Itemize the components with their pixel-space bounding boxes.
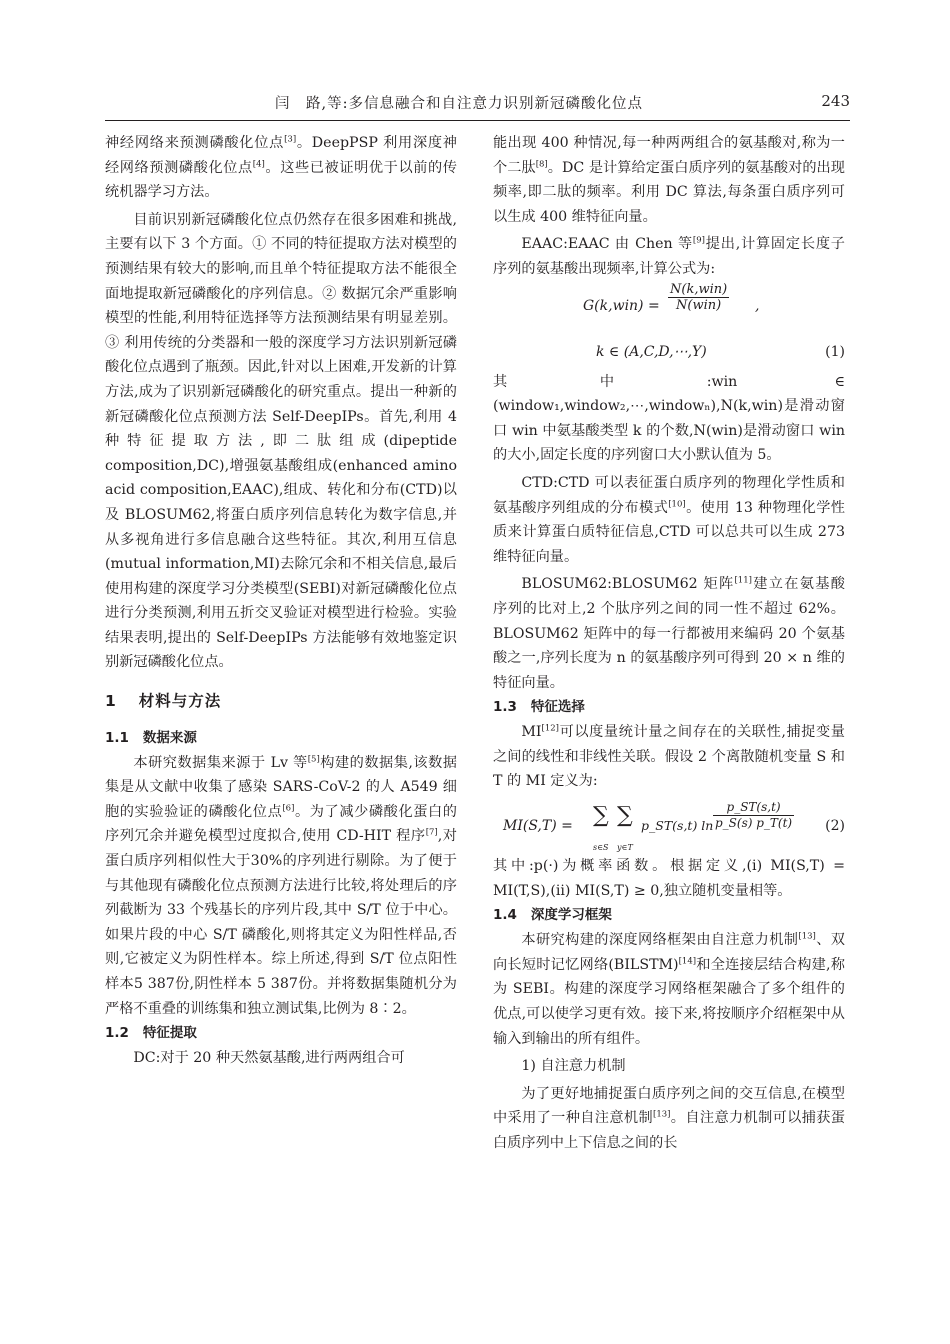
citation[interactable]: [9] (692, 235, 705, 246)
subsection-heading: 1.2 特征提取 (105, 1025, 197, 1042)
citation[interactable]: [10] (668, 498, 686, 509)
subsection-heading: 1.4 深度学习框架 (493, 907, 612, 924)
equation-domain: k ∈ (A,C,D,⋯,Y) (596, 343, 707, 360)
paragraph: 其中:p(·)为概率函数。根据定义,(i) MI(S,T) = MI(T,S),(ii) MI(S,T) ≥ 0,独立随机变量相等。 (493, 858, 845, 899)
citation[interactable]: [7] (425, 827, 438, 838)
equation-2 (493, 794, 845, 854)
citation[interactable]: [13] (798, 931, 816, 942)
paragraph: 目前识别新冠磷酸化位点仍然存在很多困难和挑战,主要有以下 3 个方面。① 不同的特征提取方法对模型的预测结果有较大的影响,而且单个特征提取方法不能很全面地提取新冠磷酸化的序列信息。② 数据冗余严重影响模型的性能,利用特征选择等方法预测结果有明显差别。③ 利用传统的分类器和一般的深度学习方法识别新冠磷酸化位点遇到了瓶颈。因此,针对以上困难,开发新的计算方法,成为了识别新冠磷酸化的研究重点。提出一种新的新冠磷酸化位点预测方法 Self-DeepIPs。首先,利用 4 种特征提取方法,即二肽组成(dipeptide composition,DC),增强氨基酸组成(enhanced amino acid composition,EAAC),组成、转化和分布(CTD)以及 BLOSUM62,将蛋白质序列信息转化为数字信息,并从多视角进行多信息融合这些特征。其次,利用互信息(mutual information,MI)去除冗余和不相关信息,最后使用构建的深度学习分类模型(SEBI)对新冠磷酸化位点进行分类预测,利用五折交叉验证对模型进行检验。实验结果表明,提出的 Self-DeepIPs 方法能够有效地鉴定识别新冠磷酸化位点。 (105, 211, 457, 671)
citation[interactable]: [5] (307, 753, 320, 764)
fraction-numerator: N(k,win) (670, 281, 728, 297)
citation[interactable]: [8] (535, 158, 548, 169)
equation-term: p_ST(s,t) ln (641, 818, 714, 834)
equation-fraction (668, 282, 729, 313)
summation-index: y∈T (617, 843, 633, 853)
subsection-heading: 1.3 特征选择 (493, 699, 585, 716)
fraction-denominator: p_S(s) p_T(t) (715, 816, 793, 831)
fraction-numerator: p_ST(s,t) (713, 800, 794, 816)
page-number: 243 (821, 92, 850, 110)
running-title: 闫 路,等:多信息融合和自注意力识别新冠磷酸化位点 (275, 96, 643, 112)
equation-1: G(k,win) = N(k,win) N(win) , (493, 282, 845, 336)
sub-subsection-heading: 1) 自注意力机制 (521, 1058, 626, 1075)
citation[interactable]: [3] (284, 134, 297, 145)
running-header (105, 92, 850, 118)
paragraph: 本研究数据集来源于 Lv 等[5]构建的数据集,该数据集是从文献中收集了感染 SARS-CoV-2 的人 A549 细胞的实验验证的磷酸化位点[6]。为了减少磷酸化蛋白的序列冗余并避免模型过度拟合,使用 CD-HIT 程序[7],对蛋白质序列相似性大于30%的序列进行剔除。为了便于与其他现有磷酸化位点预测方法进行比较,将处理后的序列截断为 33 个残基长的序列片段,其中 S/T 位于中心。如果片段的中心 S/T 磷酸化,则将其定义为阳性样品,否则,它被定义为阴性样本。综上所述,得到 S/T 位点阳性样本5 387份,阴性样本 5 387份。并将数据集随机分为严格不重叠的训练集和独立测试集,比例为 8∶2。 (105, 753, 457, 1017)
equation-fraction (713, 800, 794, 831)
paragraph: 能出现 400 种情况,每一种两两组合的氨基酸对,称为一个二肽[8]。DC 是计算给定蛋白质序列的氨基酸对的出现频率,即二肽的频率。利用 DC 算法,每条蛋白质序列可以生成 400 维特征向量。 (493, 135, 845, 225)
section-heading: 1 材料与方法 (105, 692, 222, 711)
citation[interactable]: [13] (653, 1109, 671, 1120)
citation[interactable]: [4] (252, 158, 265, 169)
subsection-heading: 1.1 数据来源 (105, 729, 197, 746)
paragraph: 其中:win ∈ (window₁,window₂,⋯,windowₙ),N(k,win)是滑动窗口 win 中氨基酸类型 k 的个数,N(win)是滑动窗口 win 的大小,固定长度的序列窗口大小默认值为 5。 (493, 373, 845, 464)
left-column (105, 131, 457, 1071)
summation-index: s∈S (593, 843, 609, 853)
summation-symbol: ∑ (593, 803, 609, 829)
citation[interactable]: [12] (541, 723, 559, 734)
citation[interactable]: [11] (734, 575, 752, 586)
equation-1-line2 (493, 336, 845, 370)
paragraph: EAAC:EAAC 由 Chen 等[9]提出,计算固定长度子序列的氨基酸出现频率,计算公式为: (493, 235, 845, 277)
fraction-denominator: N(win) (676, 297, 722, 313)
header-divider (105, 120, 850, 121)
right-column (493, 131, 845, 1156)
paragraph: 本研究构建的深度网络框架由自注意力机制[13]、双向长短时记忆网络(BILSTM)[14]和全连接层结合构建,称为 SEBI。构建的深度学习网络框架融合了多个组件的优点,可以使学习更有效。接下来,将按顺序介绍框架中从输入到输出的所有组件。 (493, 931, 845, 1047)
equation-lhs: G(k,win) = (583, 297, 660, 314)
citation[interactable]: [6] (282, 803, 295, 814)
paragraph: 神经网络来预测磷酸化位点[3]。DeepPSP 利用深度神经网络预测磷酸化位点[4]。这些已被证明优于以前的传统机器学习方法。 (105, 134, 457, 201)
equation-number: (1) (825, 343, 845, 360)
paragraph: DC:对于 20 种天然氨基酸,进行两两组合可 (133, 1050, 405, 1067)
equation-lhs: MI(S,T) = (503, 818, 573, 835)
paragraph: 为了更好地捕捉蛋白质序列之间的交互信息,在模型中采用了一种自注意机制[13]。自注意力机制可以捕获蛋白质序列中上下信息之间的长 (493, 1085, 845, 1151)
paragraph: BLOSUM62:BLOSUM62 矩阵[11]建立在氨基酸序列的比对上,2 个肽序列之间的同一性不超过 62%。BLOSUM62 矩阵中的每一行都被用来编码 20 个氨基酸之一,序列长度为 n 的氨基酸序列可得到 20 × n 维的特征向量。 (493, 575, 845, 691)
summation-symbol: ∑ (617, 803, 633, 829)
paragraph: MI[12]可以度量统计量之间存在的关联性,捕捉变量之间的线性和非线性关联。假设 2 个离散随机变量 S 和 T 的 MI 定义为: (493, 723, 845, 790)
paragraph: CTD:CTD 可以表征蛋白质序列的物理化学性质和氨基酸序列组成的分布模式[10]。使用 13 种物理化学性质来计算蛋白质特征信息,CTD 可以总共可以生成 273 维特征向量。 (493, 474, 845, 565)
citation[interactable]: [14] (678, 956, 697, 967)
equation-number: (2) (825, 818, 845, 835)
